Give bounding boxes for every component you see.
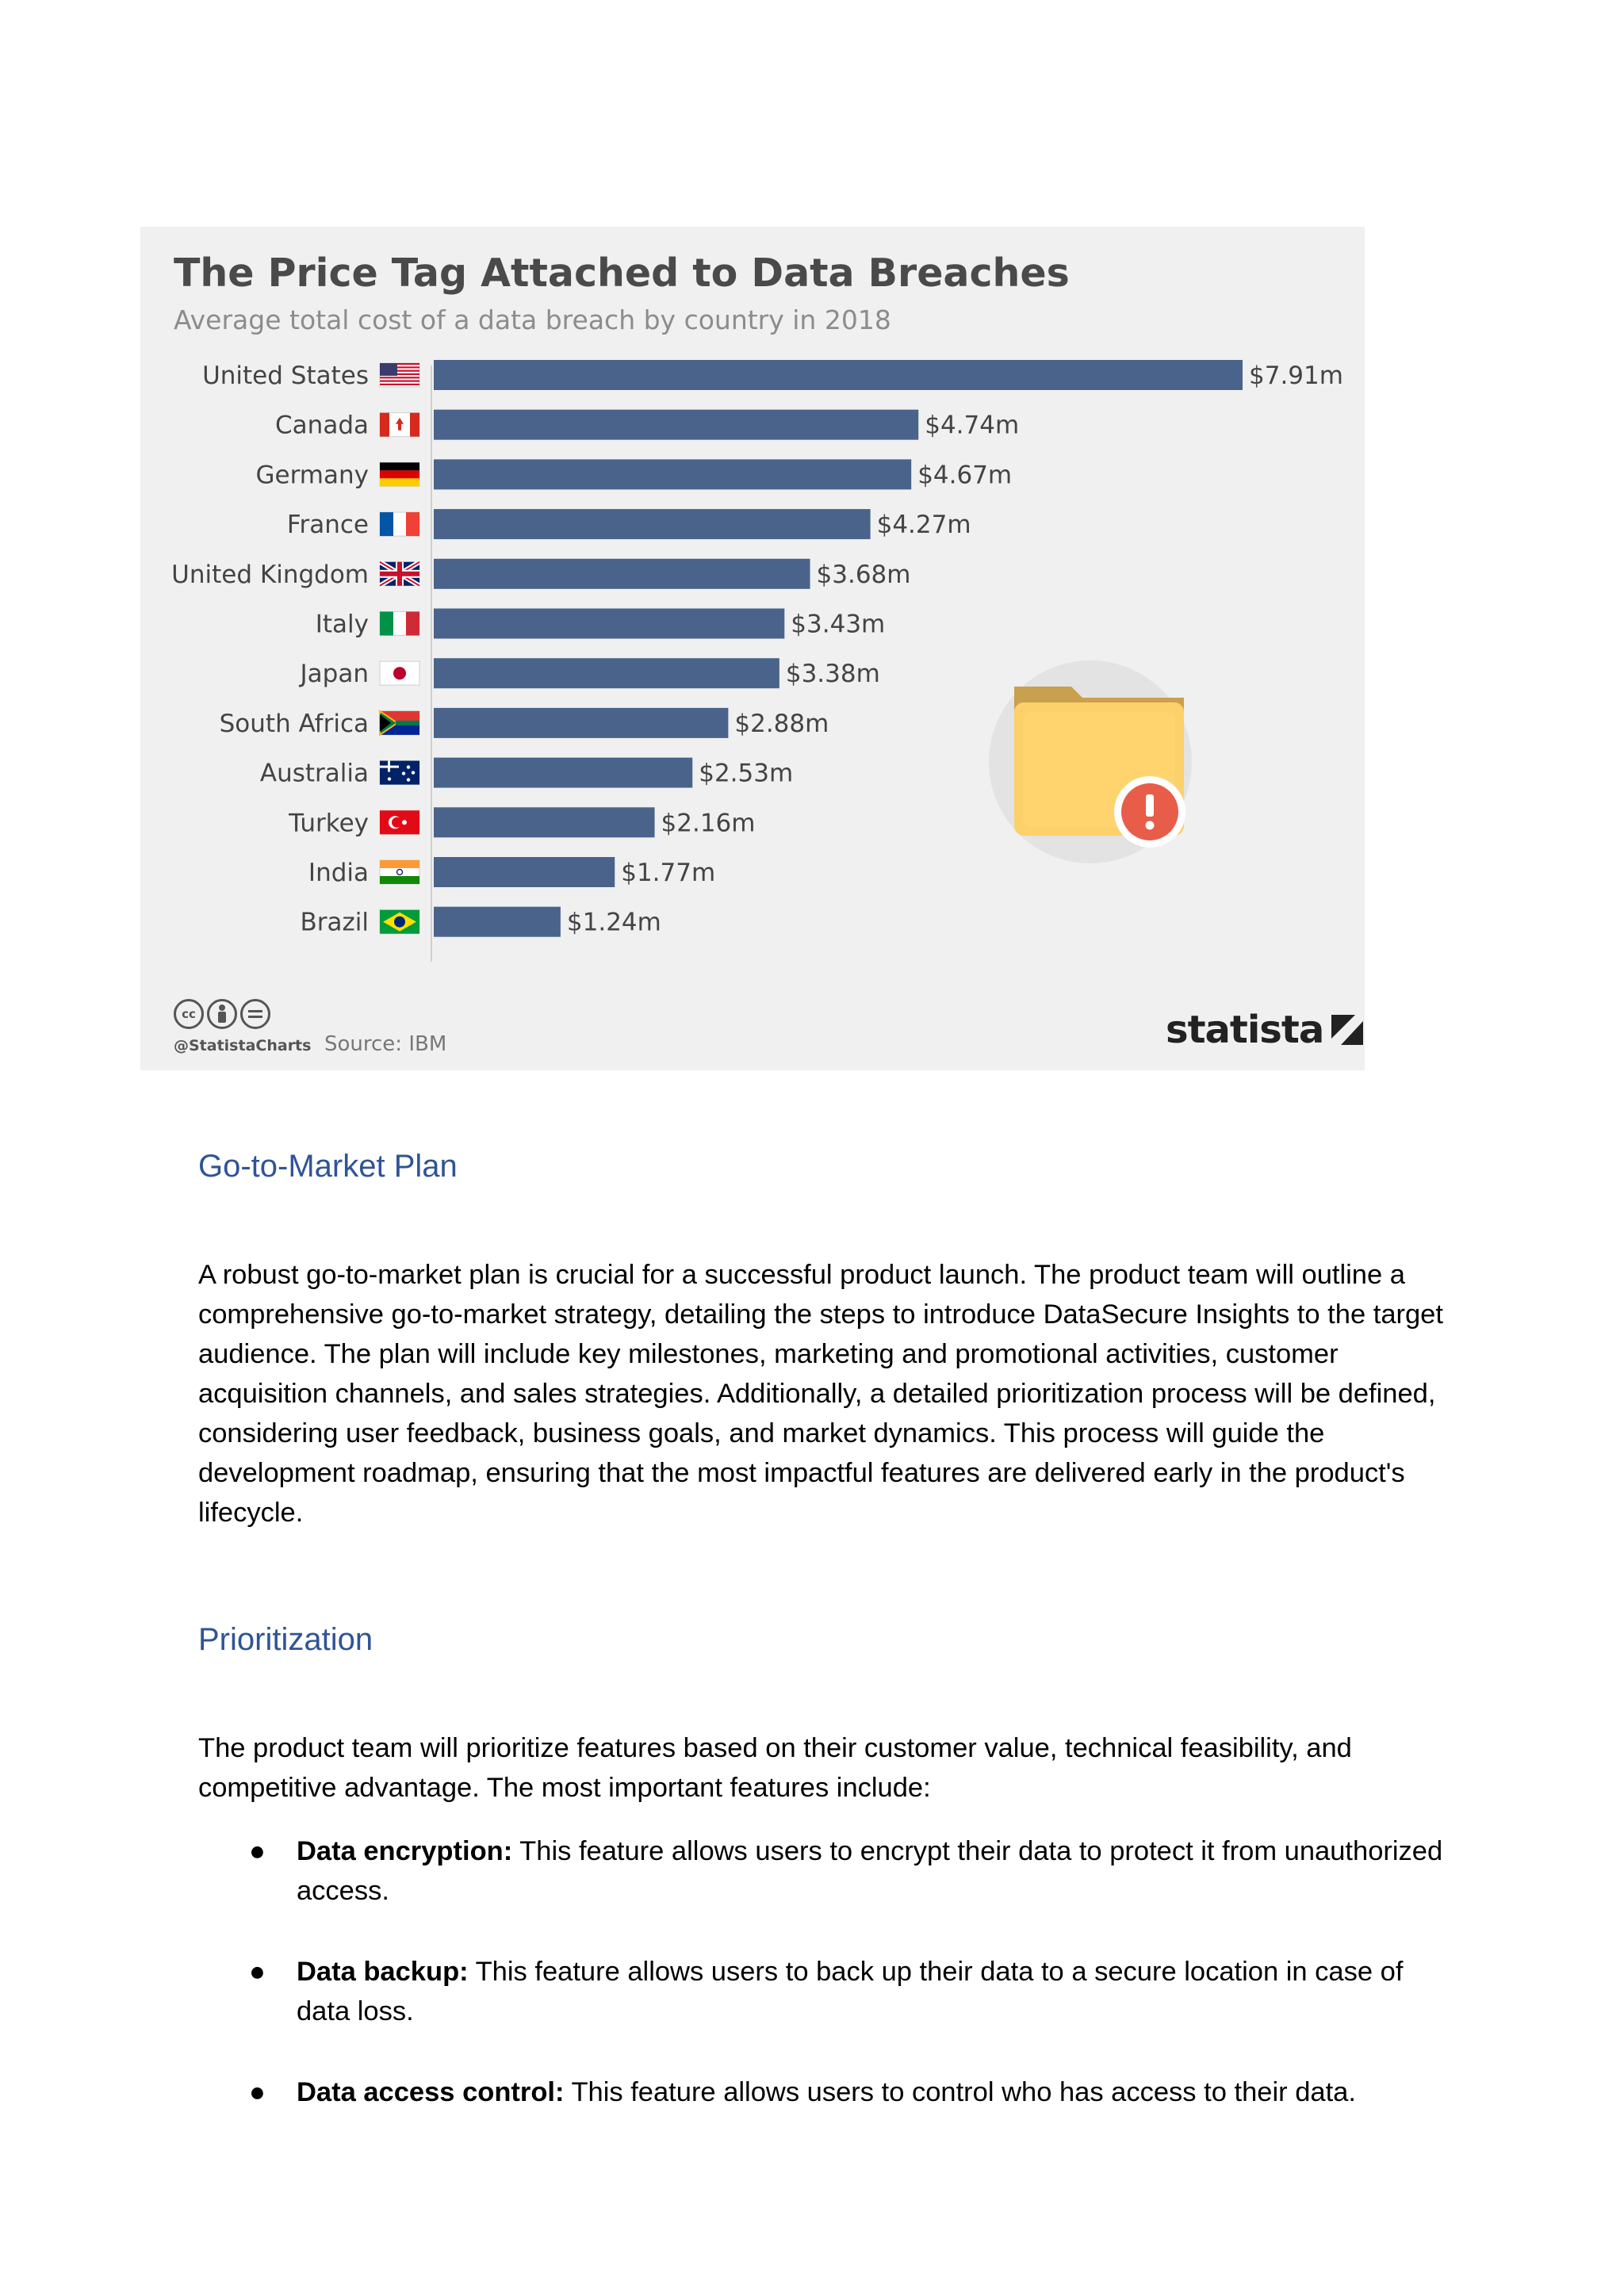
flag-icon [380,363,419,387]
feature-description: This feature allows users to control who has access to their data. [564,2077,1356,2107]
bar [434,459,911,489]
nd-icon [240,999,270,1029]
list-item [198,1831,1451,1911]
value-label: $2.88m [734,709,829,738]
bullet-icon: ● [249,1957,266,1987]
bars-group [171,360,1343,937]
bullet-icon: ● [249,1836,266,1866]
category-label: Canada [275,411,369,440]
flag-icon [380,512,419,536]
flag-icon [380,711,419,735]
bar [434,509,871,539]
value-label: $3.38m [785,660,880,689]
feature-list [198,1831,1451,2153]
folder-alert-icon [989,660,1192,863]
flags-group [380,363,419,934]
category-label: South Africa [219,709,369,738]
heading-go-to-market: Go-to-Market Plan [198,1149,458,1184]
bar [434,857,615,887]
chart-title: The Price Tag Attached to Data Breaches [174,251,1070,296]
chart-subtitle: Average total cost of a data breach by country in 2018 [174,304,891,335]
category-label: Italy [315,610,369,639]
flag-icon [380,910,419,934]
feature-name: Data access control: [297,2077,565,2107]
flag-icon [380,860,419,884]
statista-handle: @StatistaCharts [174,1037,312,1054]
bar [434,360,1243,390]
flag-icon [380,413,419,437]
license-icons [174,999,270,1029]
category-label: France [286,511,369,540]
category-label: Turkey [289,809,369,838]
category-label: Brazil [300,908,369,937]
flag-icon [380,462,419,486]
category-label: Germany [255,461,369,490]
flag-icon [380,661,419,685]
feature-name: Data encryption: [297,1836,513,1866]
paragraph-go-to-market: A robust go-to-market plan is crucial for a successful product launch. The product team will outline a comprehensive go-to-market strategy, detailing the steps to introduce DataSecure Insights to the target audience. The plan will include key milestones, marketing and promotional activities, customer acquisition channels, and sales strategies. Additionally, a detailed prioritization process will be defined, considering user feedback, business goals, and market dynamics. This process will guide the development roadmap, ensuring that the most impactful features are delivered early in the product's lifecycle. [198,1260,1443,1528]
value-label: $7.91m [1249,362,1343,390]
category-label: United Kingdom [171,560,369,589]
value-label: $1.77m [621,859,716,887]
value-label: $4.67m [917,461,1013,490]
value-label: $4.74m [925,411,1020,440]
bar [434,410,918,440]
category-label: Australia [259,759,369,788]
bar [434,658,779,688]
value-label: $1.24m [566,908,661,937]
bar [434,708,728,738]
bar [434,609,784,639]
bar-chart [140,227,1365,1070]
list-item [198,1952,1451,2031]
by-icon [207,999,237,1029]
bar [434,807,655,837]
list-item [198,2072,1451,2112]
value-label: $2.53m [699,759,794,788]
feature-description: This feature allows users to encrypt their data to protect it from unauthorized access. [297,1836,1443,1906]
value-label: $4.27m [876,511,971,540]
value-label: $2.16m [661,809,756,838]
flag-icon [380,810,419,834]
infographic-card [140,227,1365,1070]
category-label: India [308,859,369,887]
flag-icon [380,761,419,785]
statista-logo [1166,1008,1363,1052]
feature-description: This feature allows users to back up their data to a secure location in case of data loss. [297,1957,1404,2026]
bar [434,559,810,589]
bar [434,758,692,788]
cc-icon: cc [174,999,204,1029]
paragraph-prioritization: The product team will prioritize features based on their customer value, technical feasibility, and competitive advantage. The most important features include: [198,1733,1352,1803]
feature-name: Data backup: [297,1957,469,1987]
category-label: Japan [300,660,369,689]
category-label: United States [202,362,369,390]
bar [434,907,561,937]
value-label: $3.68m [816,560,911,589]
flag-icon [380,612,419,636]
value-label: $3.43m [791,610,886,639]
bullet-icon: ● [249,2077,266,2107]
heading-prioritization: Prioritization [198,1622,373,1657]
flag-icon [380,562,419,586]
chart-source: Source: IBM [324,1032,447,1056]
statista-wordmark: statista [1166,1008,1324,1052]
statista-logo-icon [1331,1015,1363,1045]
